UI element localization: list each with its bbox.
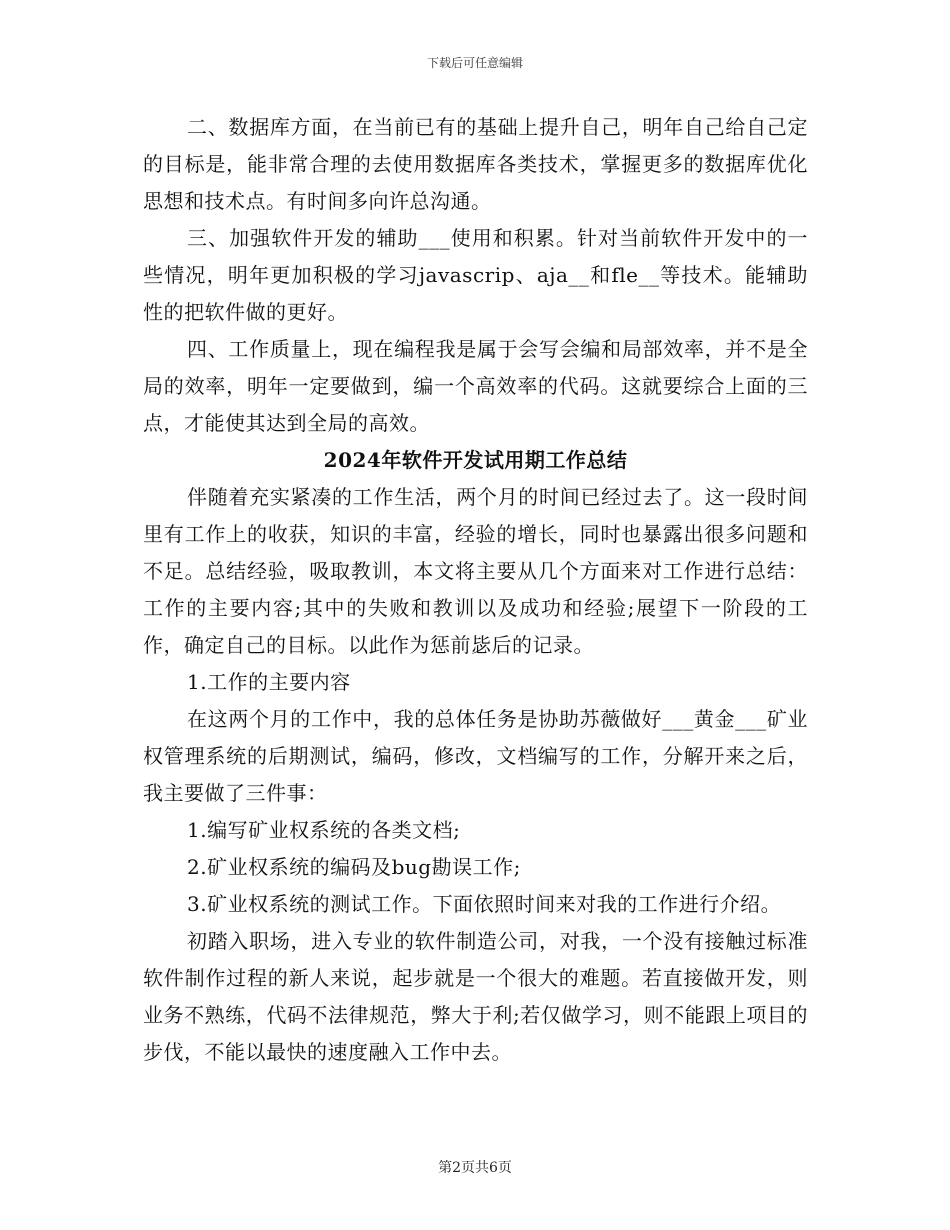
section-heading-main-content: 1.工作的主要内容	[187, 670, 351, 694]
list-item-coding: 2.矿业权系统的编码及bug勘误工作;	[187, 855, 521, 879]
paragraph-intro: 伴随着充实紧凑的工作生活，两个月的时间已经过去了。这一段时间里有工作上的收获，知识的丰富，经验的增长，同时也暴露出很多问题和不足。总结经验，吸取教训，本文将主要从几个方面来对工作进行总结：工作的主要内容;其中的失败和教训以及成功和经验;展望下一阶段的工作，确定自己的目标。以此作为惩前毖后的记录。	[143, 485, 808, 657]
list-item-documents: 1.编写矿业权系统的各类文档;	[187, 818, 461, 842]
paragraph-auxiliary-tools: 三、加强软件开发的辅助___使用和积累。针对当前软件开发中的一些情况，明年更加积极的学习javascrip、aja__和fle__等技术。能辅助性的把软件做的更好。	[143, 226, 808, 324]
page-header: 下载后可任意编辑	[426, 56, 523, 70]
paragraph-overall-task: 在这两个月的工作中，我的总体任务是协助苏薇做好___黄金___矿业权管理系统的后期测试，编码，修改，文档编写的工作，分解开来之后，我主要做了三件事：	[143, 707, 808, 805]
paragraph-work-quality: 四、工作质量上，现在编程我是属于会写会编和局部效率，并不是全局的效率，明年一定要做到，编一个高效率的代码。这就要综合上面的三点，才能使其达到全局的高效。	[143, 337, 808, 435]
paragraph-first-steps: 初踏入职场，进入专业的软件制造公司，对我，一个没有接触过标准软件制作过程的新人来说，起步就是一个很大的难题。若直接做开发，则业务不熟练，代码不法律规范，弊大于利;若仅做学习，则不能跟上项目的步伐，不能以最快的速度融入工作中去。	[143, 929, 808, 1064]
paragraph-database: 二、数据库方面，在当前已有的基础上提升自己，明年自己给自己定的目标是，能非常合理的去使用数据库各类技术，掌握更多的数据库优化思想和技术点。有时间多向许总沟通。	[143, 115, 808, 213]
document-body	[143, 109, 808, 1071]
document-title: 2024年软件开发试用期工作总结	[323, 448, 628, 472]
page-number: 第2页共6页	[438, 1160, 512, 1176]
list-item-testing: 3.矿业权系统的测试工作。下面依照时间来对我的工作进行介绍。	[187, 892, 782, 916]
